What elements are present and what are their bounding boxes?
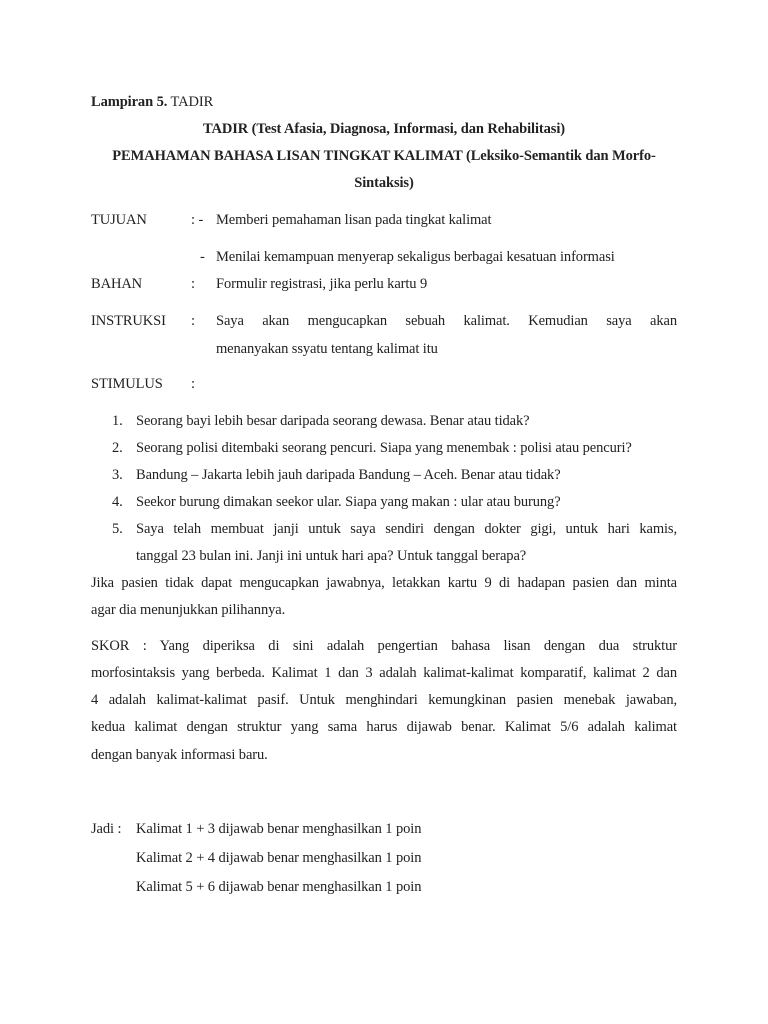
stimulus-num: 4.: [112, 494, 123, 510]
bahan-text: Formulir registrasi, jika perlu kartu 9: [216, 276, 428, 292]
tujuan-separator: : -: [191, 212, 204, 228]
note-line-1: Jika pasien tidak dapat mengucapkan jawabnya, letakkan kartu 9 di hadapan pasien dan minta: [91, 575, 677, 591]
skor-line-5: dengan banyak informasi baru.: [91, 747, 268, 763]
title-line-2: PEMAHAMAN BAHASA LISAN TINGKAT KALIMAT (Leksiko-Semantik dan Morfo-: [112, 148, 656, 164]
stimulus-item: Bandung – Jakarta lebih jauh daripada Bandung – Aceh. Benar atau tidak?: [136, 467, 561, 483]
instruksi-separator: :: [191, 313, 195, 329]
title-line-1: TADIR (Test Afasia, Diagnosa, Informasi, dan Rehabilitasi): [203, 121, 565, 137]
instruksi-label: INSTRUKSI: [91, 313, 166, 329]
appendix-name: TADIR: [170, 94, 214, 110]
tujuan-dash-2: -: [200, 249, 205, 265]
appendix-heading: [91, 94, 213, 111]
instruksi-line-1: Saya akan mengucapkan sebuah kalimat. Kemudian saya akan: [216, 313, 677, 329]
appendix-label: Lampiran 5.: [91, 94, 168, 110]
title-line-3: Sintaksis): [354, 175, 414, 191]
skor-line-4: kedua kalimat dengan struktur yang sama harus dijawab benar. Kalimat 5/6 adalah kalimat: [91, 719, 677, 735]
bahan-separator: :: [191, 276, 195, 292]
skor-line-2: morfosintaksis yang berbeda. Kalimat 1 dan 3 adalah kalimat-kalimat komparatif, kalimat 2 dan: [91, 665, 677, 681]
jadi-line: Kalimat 2 + 4 dijawab benar menghasilkan 1 poin: [136, 850, 422, 866]
tujuan-label: TUJUAN: [91, 212, 147, 228]
instruksi-line-2: menanyakan ssyatu tentang kalimat itu: [216, 341, 438, 357]
stimulus-item: Seekor burung dimakan seekor ular. Siapa yang makan : ular atau burung?: [136, 494, 561, 510]
stimulus-label: STIMULUS: [91, 376, 163, 392]
stimulus-num: 1.: [112, 413, 123, 429]
jadi-line: Kalimat 1 + 3 dijawab benar menghasilkan 1 poin: [136, 821, 422, 837]
stimulus-separator: :: [191, 376, 195, 392]
tujuan-item-2: Menilai kemampuan menyerap sekaligus berbagai kesatuan informasi: [216, 249, 615, 265]
note-line-2: agar dia menunjukkan pilihannya.: [91, 602, 286, 618]
bahan-label: BAHAN: [91, 276, 143, 292]
stimulus-item: Saya telah membuat janji untuk saya sendiri dengan dokter gigi, untuk hari kamis,: [136, 521, 677, 537]
skor-line-3: 4 adalah kalimat-kalimat pasif. Untuk menghindari kemungkinan pasien menebak jawaban,: [91, 692, 677, 708]
tujuan-item-1: Memberi pemahaman lisan pada tingkat kalimat: [216, 212, 492, 228]
stimulus-item-continued: tanggal 23 bulan ini. Janji ini untuk hari apa? Untuk tanggal berapa?: [136, 548, 527, 564]
stimulus-item: Seorang polisi ditembaki seorang pencuri. Siapa yang menembak : polisi atau pencuri?: [136, 440, 632, 456]
jadi-label: Jadi :: [91, 821, 122, 837]
stimulus-num: 5.: [112, 521, 123, 537]
stimulus-item: Seorang bayi lebih besar daripada seorang dewasa. Benar atau tidak?: [136, 413, 530, 429]
stimulus-num: 2.: [112, 440, 123, 456]
stimulus-num: 3.: [112, 467, 123, 483]
skor-line-1: SKOR : Yang diperiksa di sini adalah pengertian bahasa lisan dengan dua struktur: [91, 638, 677, 654]
jadi-line: Kalimat 5 + 6 dijawab benar menghasilkan 1 poin: [136, 879, 422, 895]
